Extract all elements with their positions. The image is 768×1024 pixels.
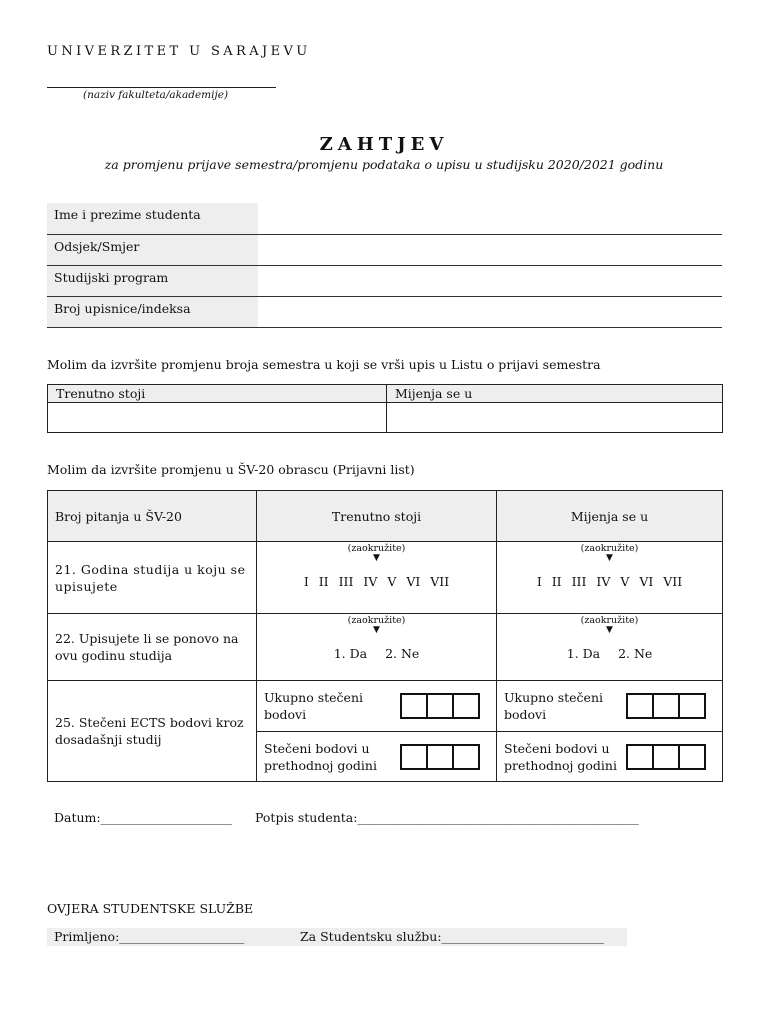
arrow-down-icon: ▼	[373, 625, 380, 635]
circle-hint: (zaokružite)	[347, 543, 406, 554]
total-points-label: Ukupno stečeni bodovi	[504, 690, 603, 722]
program-label: Studijski program	[47, 266, 258, 297]
total-points-boxes[interactable]	[400, 693, 480, 719]
question-25: 25. Stečeni ECTS bodovi kroz dosadašnji studij	[48, 681, 257, 782]
col-current-header: Trenutno stoji	[257, 491, 497, 542]
option-ne[interactable]: 2. Ne	[385, 646, 420, 661]
total-points-row	[257, 681, 496, 731]
arrow-down-icon: ▼	[606, 553, 613, 563]
received-field[interactable]: Primljeno:____________________	[54, 929, 245, 944]
q25-change-cell	[497, 681, 723, 782]
student-signature-field[interactable]: Potpis studenta:_____________________________________________	[255, 810, 639, 825]
current-semester-field[interactable]	[48, 403, 387, 433]
prev-year-points-boxes[interactable]	[400, 744, 480, 770]
arrow-down-icon: ▼	[606, 625, 613, 635]
office-heading: OVJERA STUDENTSKE SLUŽBE	[47, 901, 254, 916]
date-field[interactable]: Datum:_____________________	[54, 810, 232, 825]
change-semester-field[interactable]	[387, 403, 723, 433]
col-current-header: Trenutno stoji	[48, 385, 387, 403]
digit-box[interactable]	[678, 693, 706, 719]
arrow-down-icon: ▼	[373, 553, 380, 563]
prev-year-points-label: Stečeni bodovi u prethodnoj godini	[504, 740, 617, 773]
sv20-table	[47, 490, 723, 782]
divider	[47, 327, 722, 328]
office-field[interactable]: Za Studentsku službu:__________________________	[300, 929, 605, 944]
page-subtitle: za promjenu prijave semestra/promjenu podataka o upisu u studijsku 2020/2021 godinu	[104, 157, 664, 172]
total-points-boxes[interactable]	[626, 693, 706, 719]
digit-box[interactable]	[426, 744, 454, 770]
prev-year-points-boxes[interactable]	[626, 744, 706, 770]
total-points-label: Ukupno stečeni bodovi	[264, 690, 363, 722]
digit-box[interactable]	[652, 693, 680, 719]
circle-hint: (zaokružite)	[580, 543, 639, 554]
option-da[interactable]: 1. Da	[333, 646, 368, 661]
year-options[interactable]: I II III IV V VI VII	[536, 574, 683, 589]
prev-year-points-row	[497, 731, 722, 781]
total-points-row	[497, 681, 722, 731]
digit-box[interactable]	[400, 744, 428, 770]
digit-box[interactable]	[426, 693, 454, 719]
index-label: Broj upisnice/indeksa	[47, 297, 258, 328]
prev-year-points-label: Stečeni bodovi u prethodnoj godini	[264, 740, 377, 773]
digit-box[interactable]	[652, 744, 680, 770]
semester-section-text: Molim da izvršite promjenu broja semestra u koji se vrši upis u Listu o prijavi semestra	[47, 357, 601, 372]
digit-box[interactable]	[626, 693, 654, 719]
question-21: 21. Godina studija u koju se upisujete	[48, 542, 257, 614]
col-question-header: Broj pitanja u ŠV-20	[48, 491, 257, 542]
name-label: Ime i prezime studenta	[47, 203, 258, 234]
q22-current-cell	[257, 614, 497, 681]
q25-current-cell	[257, 681, 497, 782]
prev-year-points-row	[257, 731, 496, 781]
page-title: ZAHTJEV	[319, 134, 449, 155]
sv20-section-text: Molim da izvršite promjenu u ŠV-20 obrascu (Prijavni list)	[47, 462, 415, 477]
semester-table	[47, 384, 723, 433]
circle-hint: (zaokružite)	[347, 615, 406, 626]
q21-change-cell	[497, 542, 723, 614]
university-name: UNIVERZITET U SARAJEVU	[47, 44, 311, 59]
faculty-line	[47, 87, 276, 88]
option-ne[interactable]: 2. Ne	[618, 646, 653, 661]
digit-box[interactable]	[452, 693, 480, 719]
digit-box[interactable]	[678, 744, 706, 770]
circle-hint: (zaokružite)	[580, 615, 639, 626]
q21-current-cell	[257, 542, 497, 614]
option-da[interactable]: 1. Da	[566, 646, 601, 661]
col-change-header: Mijenja se u	[387, 385, 723, 403]
digit-box[interactable]	[626, 744, 654, 770]
year-options[interactable]: I II III IV V VI VII	[303, 574, 450, 589]
col-change-header: Mijenja se u	[497, 491, 723, 542]
digit-box[interactable]	[400, 693, 428, 719]
faculty-label: (naziv fakulteta/akademije)	[83, 89, 229, 101]
digit-box[interactable]	[452, 744, 480, 770]
question-22: 22. Upisujete li se ponovo na ovu godinu studija	[48, 614, 257, 681]
q22-change-cell	[497, 614, 723, 681]
department-label: Odsjek/Smjer	[47, 235, 258, 266]
